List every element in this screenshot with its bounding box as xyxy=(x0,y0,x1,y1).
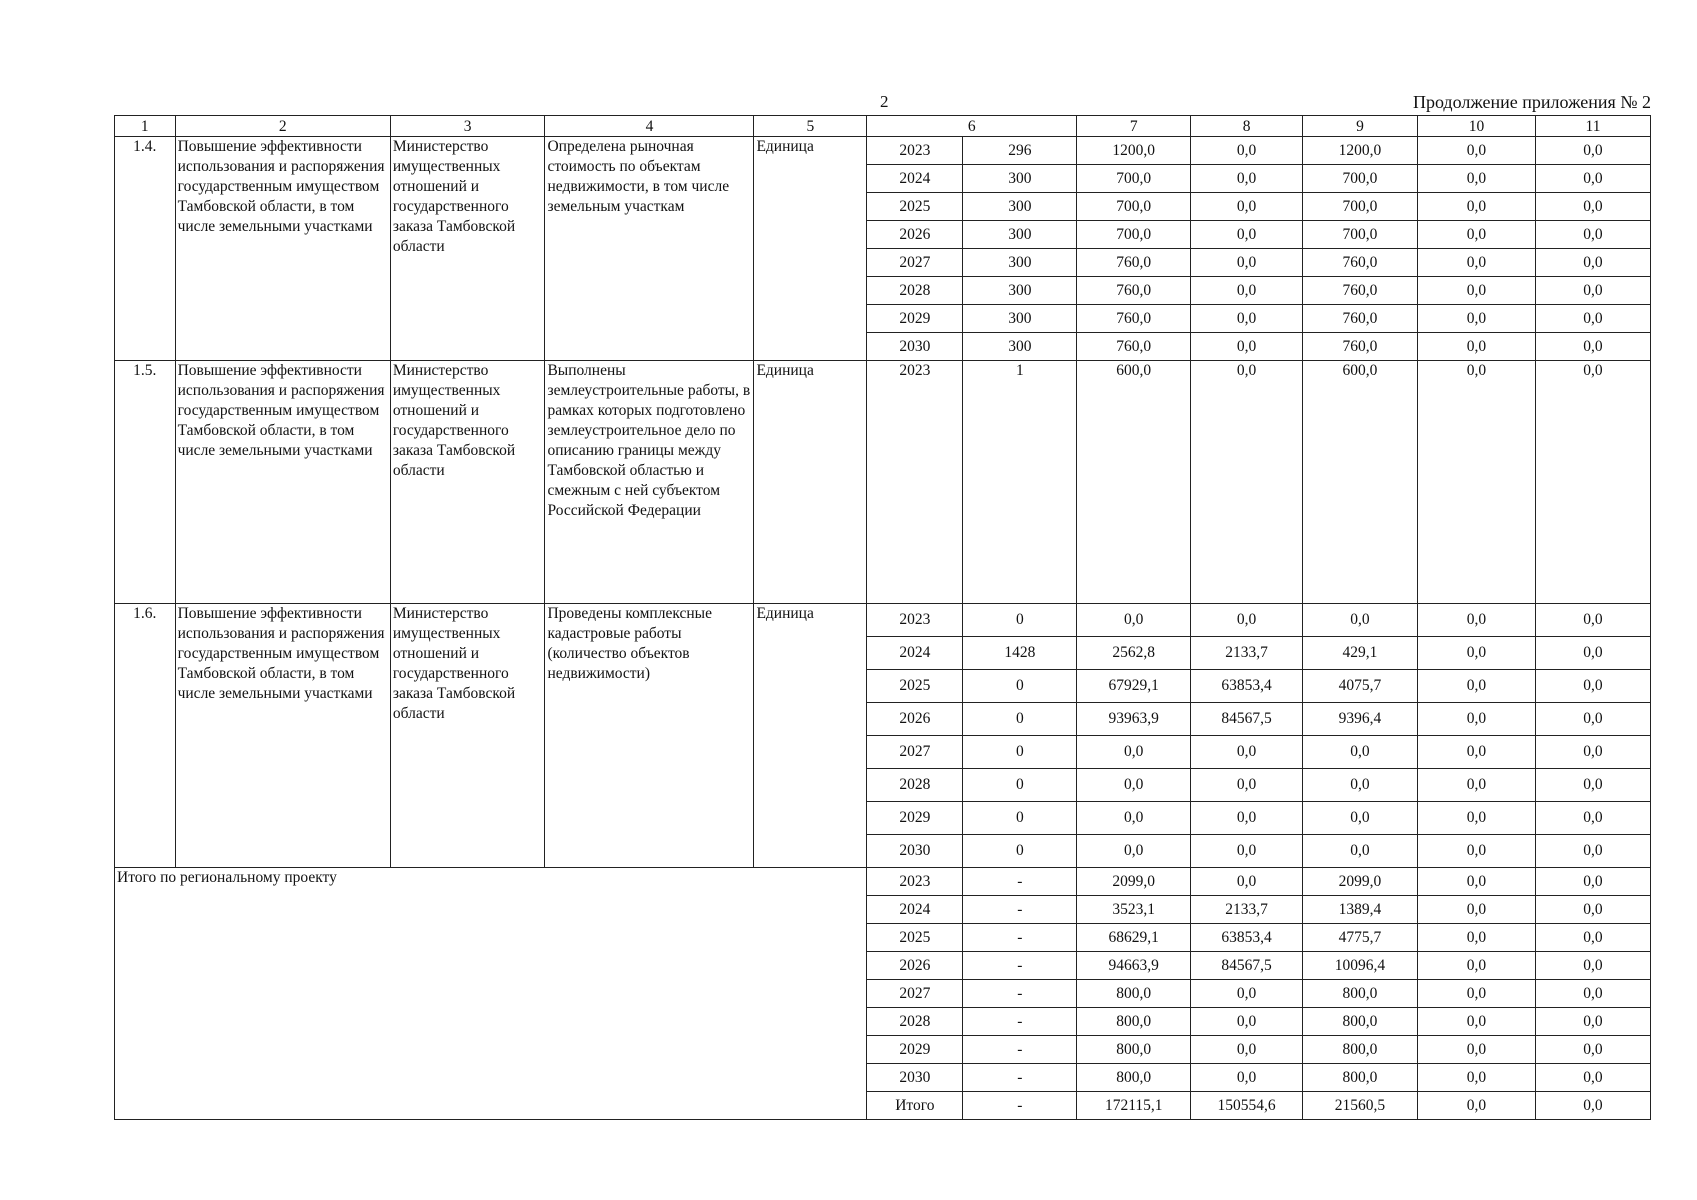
header-cell-9: 9 xyxy=(1302,116,1417,137)
total-total-funding-cell: 68629,1 xyxy=(1077,924,1191,952)
municipal-funding-cell: 0,0 xyxy=(1417,703,1535,736)
year-cell: 2027 xyxy=(867,249,963,277)
total-municipal-funding-cell: 0,0 xyxy=(1417,896,1535,924)
total-other-funding-cell: 0,0 xyxy=(1535,1092,1650,1120)
header-cell-4: 4 xyxy=(545,116,754,137)
federal-funding-cell: 0,0 xyxy=(1191,193,1303,221)
total-regional-funding-cell: 21560,5 xyxy=(1302,1092,1417,1120)
indicator-value-cell: 300 xyxy=(963,249,1077,277)
municipal-funding-cell: 0,0 xyxy=(1417,361,1535,604)
total-total-funding-cell: 94663,9 xyxy=(1077,952,1191,980)
indicator-value-cell: 0 xyxy=(963,670,1077,703)
municipal-funding-cell: 0,0 xyxy=(1417,670,1535,703)
total-funding-cell: 700,0 xyxy=(1077,221,1191,249)
federal-funding-cell: 0,0 xyxy=(1191,137,1303,165)
header-cell-6: 6 xyxy=(867,116,1077,137)
header-row xyxy=(115,116,1651,137)
total-total-funding-cell: 800,0 xyxy=(1077,1008,1191,1036)
total-regional-funding-cell: 10096,4 xyxy=(1302,952,1417,980)
header-cell-1: 1 xyxy=(115,116,176,137)
total-municipal-funding-cell: 0,0 xyxy=(1417,1064,1535,1092)
total-municipal-funding-cell: 0,0 xyxy=(1417,1036,1535,1064)
result-description: Выполнены землеустроительные работы, в рамках которых подготовлено землеустроительное дело по описанию границы между Тамбовской областью и смежным с ней субъектом Российской Федерации xyxy=(545,361,754,604)
other-funding-cell: 0,0 xyxy=(1535,802,1650,835)
other-funding-cell: 0,0 xyxy=(1535,604,1650,637)
total-indicator-value-cell: - xyxy=(963,1008,1077,1036)
total-municipal-funding-cell: 0,0 xyxy=(1417,980,1535,1008)
total-funding-cell: 760,0 xyxy=(1077,277,1191,305)
municipal-funding-cell: 0,0 xyxy=(1417,835,1535,868)
total-regional-funding-cell: 800,0 xyxy=(1302,1064,1417,1092)
total-regional-funding-cell: 4775,7 xyxy=(1302,924,1417,952)
federal-funding-cell: 0,0 xyxy=(1191,249,1303,277)
other-funding-cell: 0,0 xyxy=(1535,249,1650,277)
total-indicator-value-cell: - xyxy=(963,1064,1077,1092)
municipal-funding-cell: 0,0 xyxy=(1417,769,1535,802)
total-year-cell: 2030 xyxy=(867,1064,963,1092)
total-total-funding-cell: 800,0 xyxy=(1077,980,1191,1008)
total-federal-funding-cell: 84567,5 xyxy=(1191,952,1303,980)
unit: Единица xyxy=(754,604,867,868)
year-cell: 2029 xyxy=(867,305,963,333)
activity-name: Повышение эффективности использования и распоряжения государственным имуществом Тамбовской области, в том числе земельными участками xyxy=(175,604,390,868)
total-municipal-funding-cell: 0,0 xyxy=(1417,924,1535,952)
result-description: Определена рыночная стоимость по объектам недвижимости, в том числе земельным участкам xyxy=(545,137,754,361)
regional-funding-cell: 9396,4 xyxy=(1302,703,1417,736)
total-other-funding-cell: 0,0 xyxy=(1535,924,1650,952)
federal-funding-cell: 0,0 xyxy=(1191,835,1303,868)
year-cell: 2030 xyxy=(867,835,963,868)
total-total-funding-cell: 800,0 xyxy=(1077,1064,1191,1092)
total-municipal-funding-cell: 0,0 xyxy=(1417,952,1535,980)
total-total-funding-cell: 172115,1 xyxy=(1077,1092,1191,1120)
regional-funding-cell: 700,0 xyxy=(1302,193,1417,221)
total-regional-funding-cell: 800,0 xyxy=(1302,980,1417,1008)
other-funding-cell: 0,0 xyxy=(1535,305,1650,333)
other-funding-cell: 0,0 xyxy=(1535,333,1650,361)
year-cell: 2024 xyxy=(867,165,963,193)
indicator-value-cell: 300 xyxy=(963,333,1077,361)
total-year-cell: 2026 xyxy=(867,952,963,980)
total-funding-cell: 93963,9 xyxy=(1077,703,1191,736)
total-regional-funding-cell: 800,0 xyxy=(1302,1008,1417,1036)
federal-funding-cell: 0,0 xyxy=(1191,736,1303,769)
total-funding-cell: 600,0 xyxy=(1077,361,1191,604)
total-federal-funding-cell: 0,0 xyxy=(1191,1008,1303,1036)
indicator-value-cell: 300 xyxy=(963,193,1077,221)
indicator-value-cell: 300 xyxy=(963,305,1077,333)
year-cell: 2023 xyxy=(867,361,963,604)
municipal-funding-cell: 0,0 xyxy=(1417,637,1535,670)
federal-funding-cell: 0,0 xyxy=(1191,333,1303,361)
federal-funding-cell: 0,0 xyxy=(1191,604,1303,637)
total-other-funding-cell: 0,0 xyxy=(1535,1064,1650,1092)
municipal-funding-cell: 0,0 xyxy=(1417,249,1535,277)
federal-funding-cell: 0,0 xyxy=(1191,221,1303,249)
total-federal-funding-cell: 0,0 xyxy=(1191,868,1303,896)
municipal-funding-cell: 0,0 xyxy=(1417,333,1535,361)
other-funding-cell: 0,0 xyxy=(1535,835,1650,868)
total-year-cell: 2025 xyxy=(867,924,963,952)
year-cell: 2023 xyxy=(867,137,963,165)
total-regional-funding-cell: 800,0 xyxy=(1302,1036,1417,1064)
municipal-funding-cell: 0,0 xyxy=(1417,305,1535,333)
indicator-value-cell: 0 xyxy=(963,769,1077,802)
year-cell: 2029 xyxy=(867,802,963,835)
total-municipal-funding-cell: 0,0 xyxy=(1417,868,1535,896)
municipal-funding-cell: 0,0 xyxy=(1417,736,1535,769)
municipal-funding-cell: 0,0 xyxy=(1417,277,1535,305)
regional-funding-cell: 1200,0 xyxy=(1302,137,1417,165)
year-cell: 2025 xyxy=(867,193,963,221)
page-number: 2 xyxy=(880,92,889,111)
row-number: 1.6. xyxy=(115,604,176,868)
total-federal-funding-cell: 150554,6 xyxy=(1191,1092,1303,1120)
total-funding-cell: 0,0 xyxy=(1077,835,1191,868)
executor: Министерство имущественных отношений и государственного заказа Тамбовской области xyxy=(390,137,545,361)
total-year-cell: Итого xyxy=(867,1092,963,1120)
indicator-value-cell: 0 xyxy=(963,703,1077,736)
year-cell: 2024 xyxy=(867,637,963,670)
other-funding-cell: 0,0 xyxy=(1535,769,1650,802)
indicator-value-cell: 1428 xyxy=(963,637,1077,670)
regional-funding-cell: 600,0 xyxy=(1302,361,1417,604)
total-federal-funding-cell: 2133,7 xyxy=(1191,896,1303,924)
header-cell-11: 11 xyxy=(1535,116,1650,137)
regional-funding-cell: 700,0 xyxy=(1302,221,1417,249)
other-funding-cell: 0,0 xyxy=(1535,193,1650,221)
federal-funding-cell: 0,0 xyxy=(1191,802,1303,835)
total-year-cell: 2024 xyxy=(867,896,963,924)
total-funding-cell: 0,0 xyxy=(1077,604,1191,637)
municipal-funding-cell: 0,0 xyxy=(1417,193,1535,221)
total-funding-cell: 760,0 xyxy=(1077,305,1191,333)
indicator-value-cell: 0 xyxy=(963,604,1077,637)
total-indicator-value-cell: - xyxy=(963,868,1077,896)
total-funding-cell: 2562,8 xyxy=(1077,637,1191,670)
year-cell: 2026 xyxy=(867,221,963,249)
indicator-value-cell: 300 xyxy=(963,165,1077,193)
indicator-value-cell: 300 xyxy=(963,221,1077,249)
regional-funding-cell: 760,0 xyxy=(1302,277,1417,305)
table-row xyxy=(115,604,1651,637)
total-other-funding-cell: 0,0 xyxy=(1535,868,1650,896)
header-cell-7: 7 xyxy=(1077,116,1191,137)
regional-funding-cell: 760,0 xyxy=(1302,249,1417,277)
year-cell: 2026 xyxy=(867,703,963,736)
total-federal-funding-cell: 0,0 xyxy=(1191,980,1303,1008)
total-indicator-value-cell: - xyxy=(963,980,1077,1008)
other-funding-cell: 0,0 xyxy=(1535,703,1650,736)
total-indicator-value-cell: - xyxy=(963,1092,1077,1120)
total-funding-cell: 760,0 xyxy=(1077,333,1191,361)
federal-funding-cell: 84567,5 xyxy=(1191,703,1303,736)
regional-funding-cell: 429,1 xyxy=(1302,637,1417,670)
federal-funding-cell: 0,0 xyxy=(1191,769,1303,802)
total-other-funding-cell: 0,0 xyxy=(1535,1008,1650,1036)
indicator-value-cell: 0 xyxy=(963,835,1077,868)
header-cell-5: 5 xyxy=(754,116,867,137)
table-row xyxy=(115,361,1651,604)
continuation-caption: Продолжение приложения № 2 xyxy=(1412,92,1651,112)
other-funding-cell: 0,0 xyxy=(1535,137,1650,165)
row-number: 1.4. xyxy=(115,137,176,361)
total-year-cell: 2028 xyxy=(867,1008,963,1036)
municipal-funding-cell: 0,0 xyxy=(1417,604,1535,637)
year-cell: 2028 xyxy=(867,277,963,305)
total-federal-funding-cell: 63853,4 xyxy=(1191,924,1303,952)
indicator-value-cell: 1 xyxy=(963,361,1077,604)
total-funding-cell: 700,0 xyxy=(1077,165,1191,193)
total-regional-funding-cell: 2099,0 xyxy=(1302,868,1417,896)
activity-name: Повышение эффективности использования и распоряжения государственным имуществом Тамбовской области, в том числе земельными участками xyxy=(175,361,390,604)
regional-funding-cell: 0,0 xyxy=(1302,604,1417,637)
total-label: Итого по региональному проекту xyxy=(115,868,867,1120)
other-funding-cell: 0,0 xyxy=(1535,637,1650,670)
appendix-table xyxy=(114,115,1651,1120)
year-cell: 2028 xyxy=(867,769,963,802)
federal-funding-cell: 0,0 xyxy=(1191,277,1303,305)
regional-funding-cell: 0,0 xyxy=(1302,736,1417,769)
total-indicator-value-cell: - xyxy=(963,896,1077,924)
total-total-funding-cell: 3523,1 xyxy=(1077,896,1191,924)
result-description: Проведены комплексные кадастровые работы (количество объектов недвижимости) xyxy=(545,604,754,868)
total-municipal-funding-cell: 0,0 xyxy=(1417,1092,1535,1120)
total-indicator-value-cell: - xyxy=(963,924,1077,952)
total-total-funding-cell: 800,0 xyxy=(1077,1036,1191,1064)
total-total-funding-cell: 2099,0 xyxy=(1077,868,1191,896)
regional-funding-cell: 0,0 xyxy=(1302,802,1417,835)
other-funding-cell: 0,0 xyxy=(1535,221,1650,249)
header-cell-10: 10 xyxy=(1417,116,1535,137)
municipal-funding-cell: 0,0 xyxy=(1417,165,1535,193)
total-funding-cell: 0,0 xyxy=(1077,802,1191,835)
total-federal-funding-cell: 0,0 xyxy=(1191,1036,1303,1064)
total-federal-funding-cell: 0,0 xyxy=(1191,1064,1303,1092)
regional-funding-cell: 700,0 xyxy=(1302,165,1417,193)
row-number: 1.5. xyxy=(115,361,176,604)
unit: Единица xyxy=(754,361,867,604)
year-cell: 2025 xyxy=(867,670,963,703)
total-other-funding-cell: 0,0 xyxy=(1535,896,1650,924)
total-year-cell: 2023 xyxy=(867,868,963,896)
year-cell: 2023 xyxy=(867,604,963,637)
total-other-funding-cell: 0,0 xyxy=(1535,980,1650,1008)
indicator-value-cell: 296 xyxy=(963,137,1077,165)
indicator-value-cell: 0 xyxy=(963,802,1077,835)
regional-funding-cell: 0,0 xyxy=(1302,769,1417,802)
header-cell-2: 2 xyxy=(175,116,390,137)
other-funding-cell: 0,0 xyxy=(1535,736,1650,769)
indicator-value-cell: 300 xyxy=(963,277,1077,305)
header-cell-8: 8 xyxy=(1191,116,1303,137)
federal-funding-cell: 0,0 xyxy=(1191,361,1303,604)
activity-name: Повышение эффективности использования и распоряжения государственным имуществом Тамбовской области, в том числе земельными участками xyxy=(175,137,390,361)
total-funding-cell: 1200,0 xyxy=(1077,137,1191,165)
regional-funding-cell: 760,0 xyxy=(1302,333,1417,361)
year-cell: 2030 xyxy=(867,333,963,361)
other-funding-cell: 0,0 xyxy=(1535,361,1650,604)
total-year-cell: 2029 xyxy=(867,1036,963,1064)
regional-funding-cell: 0,0 xyxy=(1302,835,1417,868)
total-funding-cell: 760,0 xyxy=(1077,249,1191,277)
total-other-funding-cell: 0,0 xyxy=(1535,952,1650,980)
federal-funding-cell: 0,0 xyxy=(1191,305,1303,333)
regional-funding-cell: 760,0 xyxy=(1302,305,1417,333)
total-other-funding-cell: 0,0 xyxy=(1535,1036,1650,1064)
regional-funding-cell: 4075,7 xyxy=(1302,670,1417,703)
total-funding-cell: 700,0 xyxy=(1077,193,1191,221)
total-funding-cell: 0,0 xyxy=(1077,736,1191,769)
total-funding-cell: 0,0 xyxy=(1077,769,1191,802)
total-indicator-value-cell: - xyxy=(963,1036,1077,1064)
other-funding-cell: 0,0 xyxy=(1535,165,1650,193)
total-municipal-funding-cell: 0,0 xyxy=(1417,1008,1535,1036)
total-year-cell: 2027 xyxy=(867,980,963,1008)
indicator-value-cell: 0 xyxy=(963,736,1077,769)
table-row xyxy=(115,137,1651,165)
municipal-funding-cell: 0,0 xyxy=(1417,802,1535,835)
other-funding-cell: 0,0 xyxy=(1535,670,1650,703)
municipal-funding-cell: 0,0 xyxy=(1417,221,1535,249)
total-regional-funding-cell: 1389,4 xyxy=(1302,896,1417,924)
total-funding-cell: 67929,1 xyxy=(1077,670,1191,703)
municipal-funding-cell: 0,0 xyxy=(1417,137,1535,165)
federal-funding-cell: 0,0 xyxy=(1191,165,1303,193)
federal-funding-cell: 63853,4 xyxy=(1191,670,1303,703)
federal-funding-cell: 2133,7 xyxy=(1191,637,1303,670)
executor: Министерство имущественных отношений и государственного заказа Тамбовской области xyxy=(390,361,545,604)
other-funding-cell: 0,0 xyxy=(1535,277,1650,305)
executor: Министерство имущественных отношений и государственного заказа Тамбовской области xyxy=(390,604,545,868)
header-cell-3: 3 xyxy=(390,116,545,137)
unit: Единица xyxy=(754,137,867,361)
total-indicator-value-cell: - xyxy=(963,952,1077,980)
year-cell: 2027 xyxy=(867,736,963,769)
total-row xyxy=(115,868,1651,896)
